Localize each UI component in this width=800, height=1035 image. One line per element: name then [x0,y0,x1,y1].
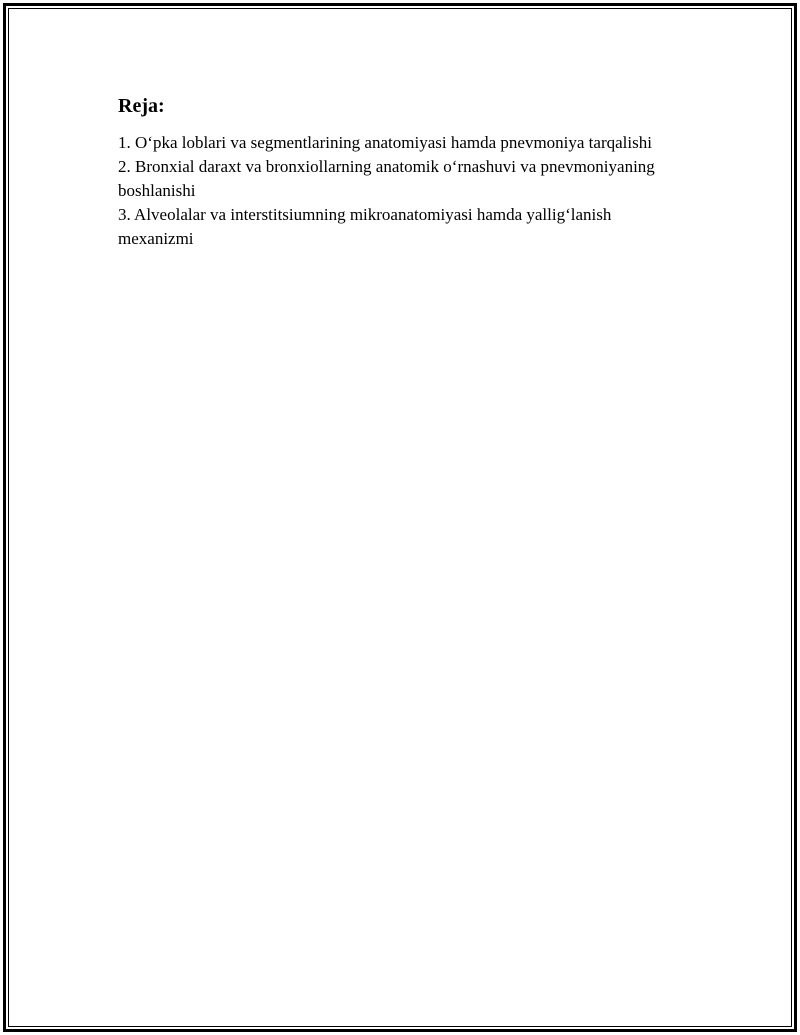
plan-item: 3. Alveolalar va interstitsiumning mikroanatomiyasi hamda yallig‘lanish mexanizmi [118,205,612,248]
plan-list [118,131,678,251]
plan-item: 2. Bronxial daraxt va bronxiollarning anatomik o‘rnashuvi va pnevmoniyaning boshlanishi [118,157,655,200]
plan-heading: Reja: [118,95,165,117]
document-body [118,93,678,251]
plan-item: 1. O‘pka loblari va segmentlarining anatomiyasi hamda pnevmoniya tarqalishi [118,133,652,152]
